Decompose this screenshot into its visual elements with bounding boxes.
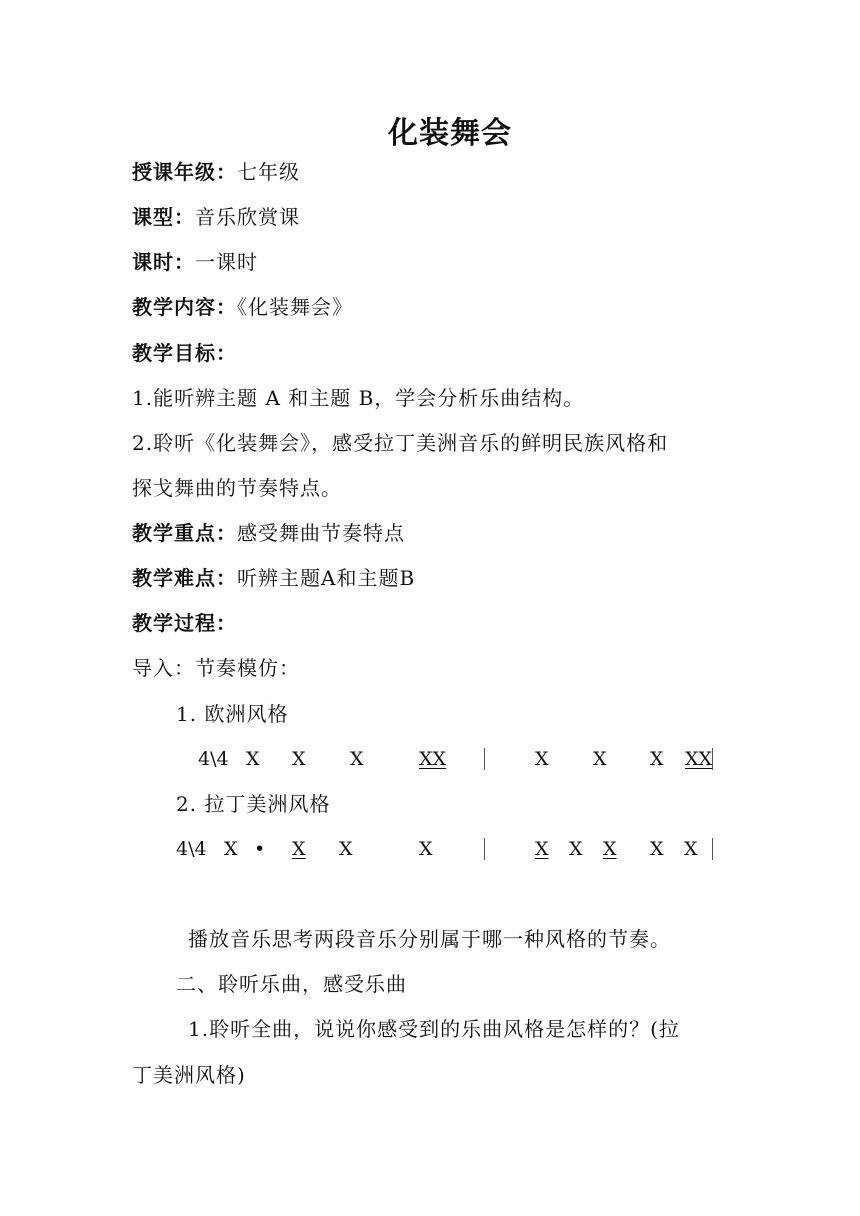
lesson-type-line <box>132 204 300 230</box>
bar-line <box>712 748 713 770</box>
rhythm-note: X <box>650 838 664 860</box>
content-line <box>132 294 353 320</box>
goal-item-2-line-2: 探戈舞曲的节奏特点。 <box>132 476 342 500</box>
rhythm-note: X <box>246 748 260 770</box>
key-point-line <box>132 520 405 546</box>
style-2-label: 2. 拉丁美洲风格 <box>176 792 331 816</box>
rhythm-dot: • <box>254 838 266 860</box>
rhythm-note: X <box>684 838 698 860</box>
period-line <box>132 249 258 275</box>
rhythm-note: X <box>339 838 353 860</box>
grade-line <box>132 159 300 185</box>
key-point-label: 教学重点： <box>132 521 237 545</box>
rhythm-1-meter: 4\4 <box>198 748 229 770</box>
content-value: 《化装舞会》 <box>237 295 353 319</box>
rhythm-note: X <box>535 748 549 770</box>
key-point-value: 感受舞曲节奏特点 <box>237 521 405 545</box>
lesson-type-label: 课型： <box>132 205 195 229</box>
rhythm-note: X <box>593 748 607 770</box>
goal-item-1: 1.能听辨主题 A 和主题 B，学会分析乐曲结构。 <box>132 386 585 410</box>
rhythm-note: X <box>419 838 433 860</box>
period-label: 课时： <box>132 250 195 274</box>
goal-item-2-line-1: 2.聆听《化装舞会》，感受拉丁美洲音乐的鲜明民族风格和 <box>132 431 669 455</box>
intro-line: 导入：节奏模仿： <box>132 656 300 680</box>
rhythm-note-underlined: XX <box>685 748 713 770</box>
difficulty-label: 教学难点： <box>132 566 237 590</box>
bar-line <box>712 838 713 860</box>
page-title: 化装舞会 <box>388 116 512 151</box>
difficulty-value: 听辨主题A和主题B <box>237 566 416 590</box>
rhythm-note: X <box>224 838 238 860</box>
rhythm-note: X <box>650 748 664 770</box>
question-1-line-1: 1.聆听全曲，说说你感受到的乐曲风格是怎样的？(拉 <box>188 1017 680 1041</box>
grade-label: 授课年级： <box>132 160 237 184</box>
bar-line <box>484 838 485 860</box>
goals-heading: 教学目标： <box>132 341 237 365</box>
content-label: 教学内容： <box>132 295 237 319</box>
rhythm-note-underlined: X <box>292 838 306 860</box>
section-2-heading: 二、聆听乐曲，感受乐曲 <box>176 972 407 996</box>
difficulty-line <box>132 565 415 591</box>
rhythm-note: X <box>292 748 306 770</box>
bar-line <box>484 748 485 770</box>
rhythm-note: X <box>350 748 364 770</box>
rhythm-2-meter: 4\4 <box>176 838 207 860</box>
play-instruction: 播放音乐思考两段音乐分别属于哪一种风格的节奏。 <box>188 927 671 951</box>
lesson-type-value: 音乐欣赏课 <box>195 205 300 229</box>
rhythm-note-underlined: X <box>535 838 549 860</box>
process-heading: 教学过程： <box>132 611 237 635</box>
rhythm-note-underlined: X <box>603 838 617 860</box>
grade-value: 七年级 <box>237 160 300 184</box>
question-1-line-2: 丁美洲风格) <box>132 1063 246 1087</box>
rhythm-note-underlined: XX <box>419 748 447 770</box>
style-1-label: 1. 欧洲风格 <box>176 702 289 726</box>
rhythm-note: X <box>569 838 583 860</box>
period-value: 一课时 <box>195 250 258 274</box>
